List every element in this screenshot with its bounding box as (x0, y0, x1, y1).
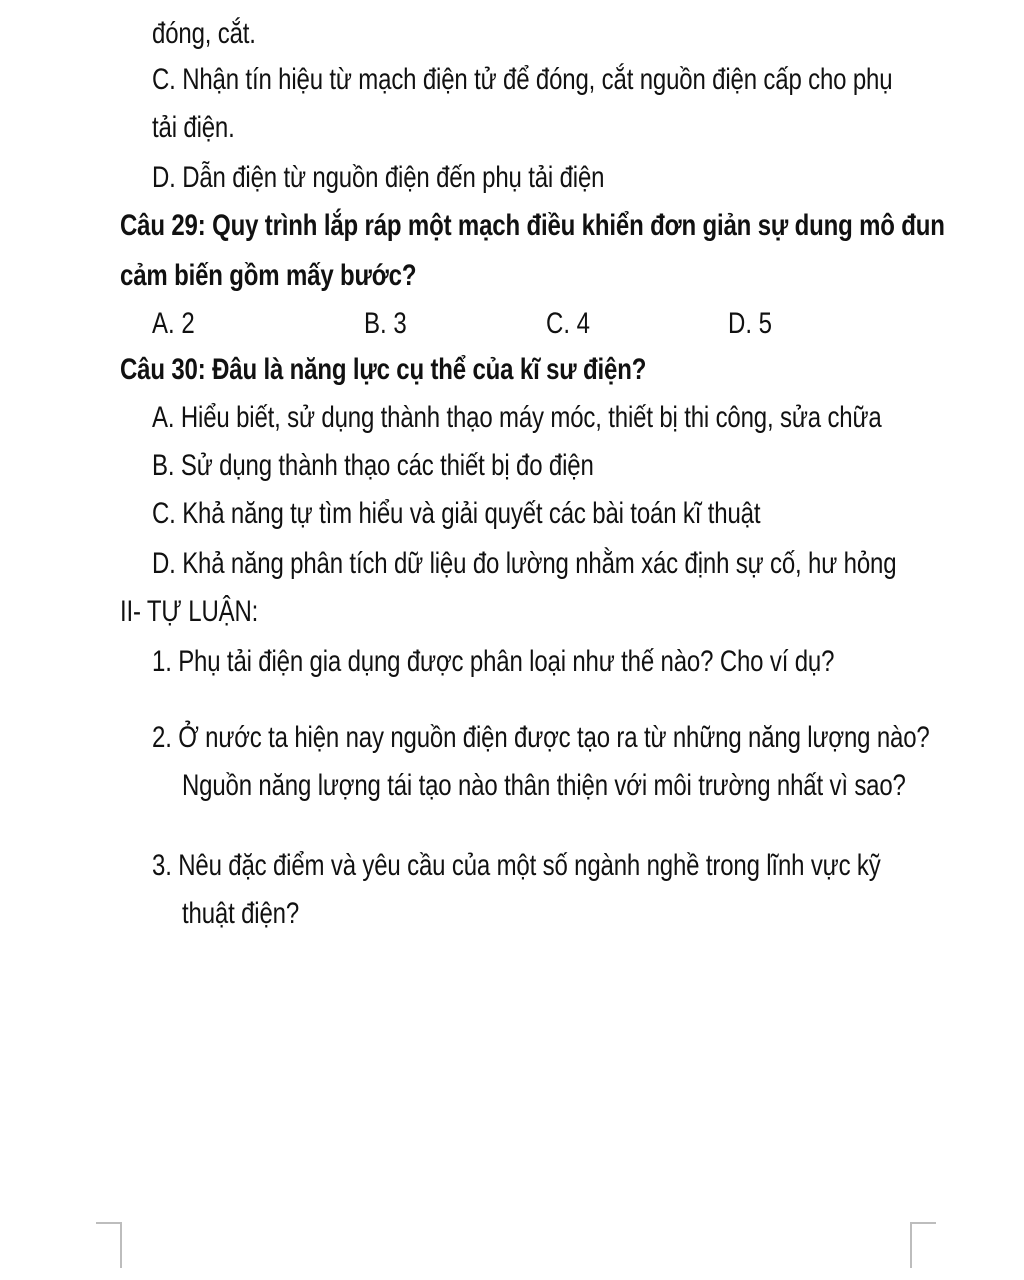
q29-option-d: D. 5 (728, 307, 773, 340)
essay-item-2-line2: Nguồn năng lượng tái tạo nào thân thiện với môi trường nhất vì sao? (182, 769, 906, 802)
q29-option-c: C. 4 (546, 307, 591, 340)
q28-option-d: D. Dẫn điện từ nguồn điện đến phụ tải điện (152, 161, 605, 194)
essay-item-1: 1. Phụ tải điện gia dụng được phân loại như thế nào? Cho ví dụ? (152, 645, 835, 678)
essay-heading: II- TỰ LUẬN: (120, 595, 259, 628)
q29-question-line2: cảm biến gồm mấy bước? (120, 259, 417, 292)
q29-option-b: B. 3 (364, 307, 407, 340)
q29-option-a: A. 2 (152, 307, 195, 340)
q28-continuation: đóng, cắt. (152, 17, 256, 50)
margin-corner-mark-left (96, 1222, 122, 1268)
q30-option-b: B. Sử dụng thành thạo các thiết bị đo điện (152, 449, 594, 482)
margin-corner-mark-right (910, 1222, 936, 1268)
essay-item-2-line1: 2. Ở nước ta hiện nay nguồn điện được tạo ra từ những năng lượng nào? (152, 721, 930, 754)
essay-item-3-line2: thuật điện? (182, 897, 300, 930)
q30-question: Câu 30: Đâu là năng lực cụ thể của kĩ sư điện? (120, 353, 647, 386)
q30-option-d: D. Khả năng phân tích dữ liệu đo lường nhằm xác định sự cố, hư hỏng (152, 547, 897, 580)
essay-item-3-line1: 3. Nêu đặc điểm và yêu cầu của một số ngành nghề trong lĩnh vực kỹ (152, 849, 881, 882)
q29-question-line1: Câu 29: Quy trình lắp ráp một mạch điều khiển đơn giản sự dung mô đun (120, 209, 945, 242)
q28-option-c-line2: tải điện. (152, 111, 235, 144)
q30-option-a: A. Hiểu biết, sử dụng thành thạo máy móc, thiết bị thi công, sửa chữa (152, 401, 882, 434)
q30-option-c: C. Khả năng tự tìm hiểu và giải quyết các bài toán kĩ thuật (152, 497, 761, 530)
q28-option-c-line1: C. Nhận tín hiệu từ mạch điện tử để đóng, cắt nguồn điện cấp cho phụ (152, 63, 893, 96)
